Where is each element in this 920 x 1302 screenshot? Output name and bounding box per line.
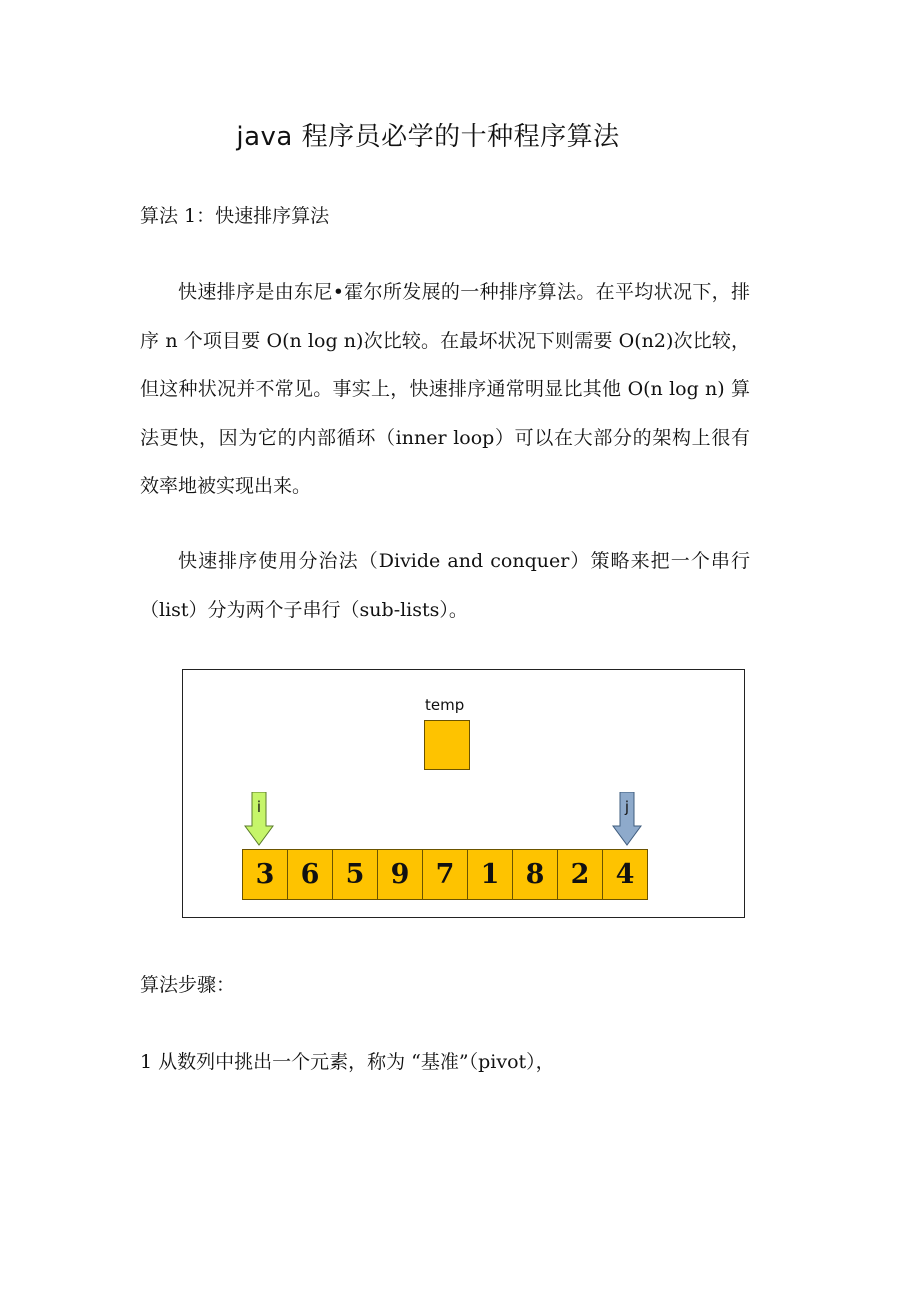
array-cell: 5 bbox=[332, 849, 378, 900]
array-cell: 4 bbox=[602, 849, 648, 900]
step-1: 1 从数列中挑出一个元素，称为 “基准”（pivot）， bbox=[140, 1051, 555, 1073]
steps-heading: 算法步骤： bbox=[140, 974, 236, 996]
document-title: java 程序员必学的十种程序算法 bbox=[236, 122, 620, 152]
array-cell: 3 bbox=[242, 849, 288, 900]
quicksort-figure bbox=[182, 669, 745, 918]
pointer-j-label: j bbox=[624, 798, 630, 816]
pointer-j-arrow bbox=[612, 792, 642, 846]
pointer-i-arrow bbox=[244, 792, 274, 846]
array-cell: 7 bbox=[422, 849, 468, 900]
array-cell: 2 bbox=[557, 849, 603, 900]
section-heading: 算法 1：快速排序算法 bbox=[140, 205, 330, 227]
array-cell: 6 bbox=[287, 849, 333, 900]
temp-box bbox=[424, 720, 470, 770]
array-cell: 1 bbox=[467, 849, 513, 900]
paragraph-divide-conquer: 快速排序使用分治法（Divide and conquer）策略来把一个串行（list）分为两个子串行（sub-lists）。 bbox=[140, 550, 750, 621]
temp-label: temp bbox=[425, 696, 465, 714]
pointer-i-label: i bbox=[256, 798, 262, 816]
paragraph-quicksort-intro: 快速排序是由东尼•霍尔所发展的一种排序算法。在平均状况下，排序 n 个项目要 O(n log n)次比较。在最坏状况下则需要 O(n2)次比较，但这种状况并不常见。事实上，快速排序通常明显比其他 O(n log n) 算法更快，因为它的内部循环（inner loop）可以在大部分的架构上很有效率地被实现出来。 bbox=[140, 281, 750, 497]
array-cells bbox=[242, 849, 648, 900]
array-cell: 9 bbox=[377, 849, 423, 900]
array-cell: 8 bbox=[512, 849, 558, 900]
